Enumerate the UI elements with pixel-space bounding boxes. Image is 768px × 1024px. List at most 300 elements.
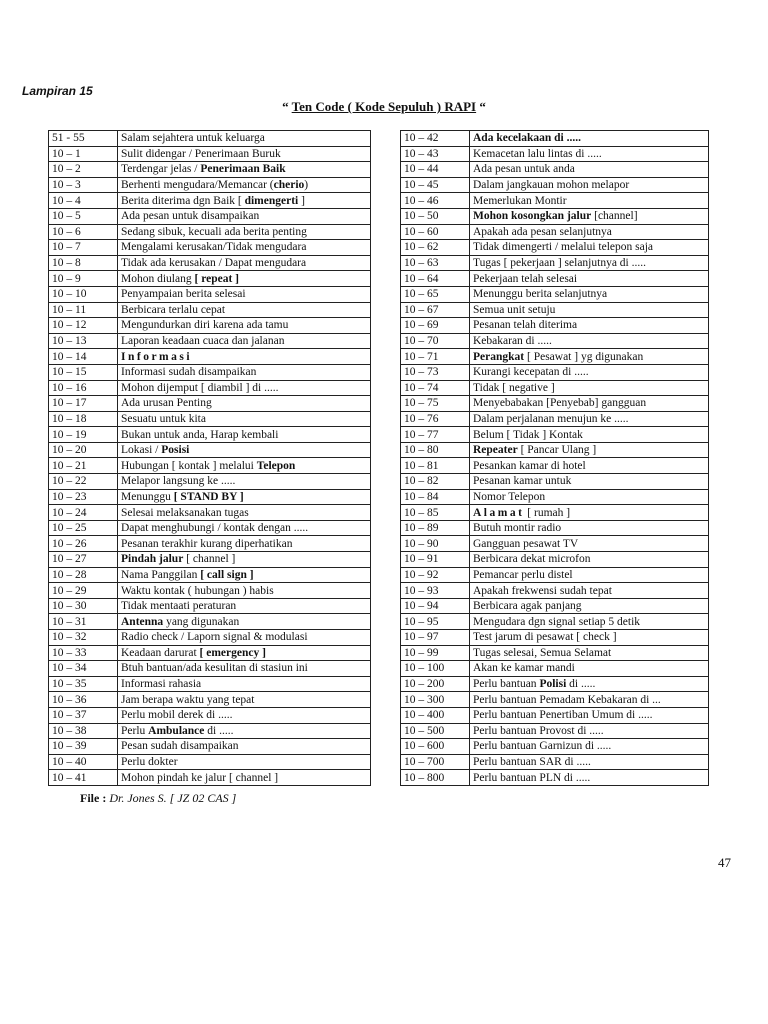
meaning-text: Tugas selesai, Semua Selamat [473, 646, 612, 659]
code-cell: 10 – 31 [49, 614, 118, 630]
meaning-cell [470, 177, 709, 193]
meaning-text: Mohon dijemput [ diambil ] di ..... [121, 381, 279, 394]
meaning-cell [118, 739, 371, 755]
meaning-text: Berhenti mengudara/Memancar ( [121, 179, 274, 192]
meaning-cell [118, 364, 371, 380]
meaning-cell [470, 302, 709, 318]
meaning-cell [470, 552, 709, 568]
meaning-text: Belum [ Tidak ] Kontak [473, 428, 583, 441]
table-row [49, 661, 371, 677]
meaning-cell [470, 364, 709, 380]
meaning-cell [470, 567, 709, 583]
table-row [401, 349, 709, 365]
meaning-text: Melapor langsung ke ..... [121, 475, 236, 488]
meaning-text: [ emergency ] [199, 646, 266, 659]
meaning-cell [118, 474, 371, 490]
meaning-text: Sulit didengar / Penerimaan Buruk [121, 147, 281, 160]
meaning-cell [470, 598, 709, 614]
code-cell: 10 – 35 [49, 676, 118, 692]
table-row [49, 583, 371, 599]
code-cell: 10 – 33 [49, 645, 118, 661]
table-row [401, 224, 709, 240]
table-row [401, 255, 709, 271]
meaning-cell [118, 208, 371, 224]
meaning-text: Memerlukan Montir [473, 194, 567, 207]
meaning-text: Hubungan [ kontak ] melalui [121, 459, 257, 472]
meaning-cell [118, 707, 371, 723]
code-cell: 10 – 800 [401, 770, 470, 786]
meaning-cell [470, 333, 709, 349]
table-row [49, 474, 371, 490]
meaning-cell [118, 255, 371, 271]
table-row [49, 754, 371, 770]
table-row [401, 318, 709, 334]
meaning-cell [470, 131, 709, 147]
meaning-cell [118, 333, 371, 349]
table-row [401, 520, 709, 536]
code-cell: 10 – 63 [401, 255, 470, 271]
meaning-text: di ..... [566, 678, 596, 691]
meaning-cell [470, 676, 709, 692]
meaning-cell [470, 162, 709, 178]
meaning-text: Penyampaian berita selesai [121, 288, 246, 301]
code-cell: 10 – 93 [401, 583, 470, 599]
table-row [49, 380, 371, 396]
code-cell: 10 – 15 [49, 364, 118, 380]
code-cell: 10 – 94 [401, 598, 470, 614]
meaning-cell [470, 489, 709, 505]
table-row [401, 707, 709, 723]
meaning-cell [118, 177, 371, 193]
meaning-text: Laporan keadaan cuaca dan jalanan [121, 335, 285, 348]
code-cell: 10 – 84 [401, 489, 470, 505]
code-cell: 10 – 8 [49, 255, 118, 271]
table-row [49, 224, 371, 240]
code-cell: 51 - 55 [49, 131, 118, 147]
table-row [49, 162, 371, 178]
code-cell: 10 – 5 [49, 208, 118, 224]
table-row [401, 474, 709, 490]
code-cell: 10 – 67 [401, 302, 470, 318]
table-row [49, 146, 371, 162]
meaning-text: Kemacetan lalu lintas di ..... [473, 147, 602, 160]
meaning-cell [118, 146, 371, 162]
table-row [49, 177, 371, 193]
meaning-text: Telepon [256, 459, 296, 472]
code-cell: 10 – 42 [401, 131, 470, 147]
meaning-text: Pesanan terakhir kurang diperhatikan [121, 537, 293, 550]
code-cell: 10 – 3 [49, 177, 118, 193]
code-cell: 10 – 81 [401, 458, 470, 474]
table-row [401, 692, 709, 708]
meaning-text: ] [298, 194, 305, 207]
code-cell: 10 – 69 [401, 318, 470, 334]
code-cell: 10 – 74 [401, 380, 470, 396]
code-cell: 10 – 99 [401, 645, 470, 661]
table-row [401, 131, 709, 147]
title-close-quote: “ [476, 99, 486, 114]
code-cell: 10 – 50 [401, 208, 470, 224]
title-open-quote: “ [282, 99, 292, 114]
table-row [49, 318, 371, 334]
table-row [401, 598, 709, 614]
table-row [49, 552, 371, 568]
meaning-text: Mohon kosongkan jalur [473, 210, 592, 223]
table-row [49, 131, 371, 147]
meaning-cell [470, 739, 709, 755]
meaning-cell [118, 536, 371, 552]
meaning-cell [118, 162, 371, 178]
table-row [401, 162, 709, 178]
table-row [49, 349, 371, 365]
table-row [401, 754, 709, 770]
meaning-cell [118, 349, 371, 365]
table-row [49, 723, 371, 739]
meaning-text: Perlu bantuan Pemadam Kebakaran di ... [473, 693, 661, 706]
meaning-text: Bukan untuk anda, Harap kembali [121, 428, 279, 441]
code-cell: 10 – 46 [401, 193, 470, 209]
code-cell: 10 – 21 [49, 458, 118, 474]
meaning-text: Terdengar jelas / [121, 163, 201, 176]
meaning-cell [470, 208, 709, 224]
table-row [401, 302, 709, 318]
meaning-text: Kebakaran di ..... [473, 335, 552, 348]
code-cell: 10 – 16 [49, 380, 118, 396]
code-cell: 10 – 11 [49, 302, 118, 318]
meaning-text: [ Pesawat ] yg digunakan [524, 350, 644, 363]
meaning-cell [470, 583, 709, 599]
table-row [49, 489, 371, 505]
meaning-cell [470, 474, 709, 490]
code-cell: 10 – 38 [49, 723, 118, 739]
code-cell: 10 – 40 [49, 754, 118, 770]
meaning-text: cherio [273, 179, 305, 192]
code-cell: 10 – 77 [401, 427, 470, 443]
code-cell: 10 – 4 [49, 193, 118, 209]
code-cell: 10 – 85 [401, 505, 470, 521]
meaning-text: Pekerjaan telah selesai [473, 272, 578, 285]
meaning-text: di ..... [204, 724, 234, 737]
meaning-cell [470, 614, 709, 630]
code-cell: 10 – 36 [49, 692, 118, 708]
meaning-cell [470, 458, 709, 474]
meaning-text: Berbicara terlalu cepat [121, 303, 226, 316]
meaning-text: Radio check / Laporn signal & modulasi [121, 631, 308, 644]
meaning-text: Perlu [121, 724, 149, 737]
code-cell: 10 – 200 [401, 676, 470, 692]
meaning-cell [118, 552, 371, 568]
code-cell: 10 – 32 [49, 630, 118, 646]
code-cell: 10 – 39 [49, 739, 118, 755]
code-cell: 10 – 34 [49, 661, 118, 677]
code-cell: 10 – 89 [401, 520, 470, 536]
table-row [401, 770, 709, 786]
meaning-cell [470, 396, 709, 412]
meaning-text: [ rumah ] [524, 506, 571, 519]
code-cell: 10 – 62 [401, 240, 470, 256]
table-row [401, 552, 709, 568]
table-row [401, 411, 709, 427]
meaning-text: dimengerti [244, 194, 299, 207]
meaning-text: Perlu bantuan [473, 678, 540, 691]
meaning-text: Perlu bantuan Provost di ..... [473, 724, 604, 737]
meaning-text: Alamat [473, 506, 525, 519]
table-row [49, 676, 371, 692]
meaning-cell [470, 754, 709, 770]
meaning-cell [470, 146, 709, 162]
meaning-text: Perlu bantuan PLN di ..... [473, 771, 591, 784]
table-row [49, 286, 371, 302]
table-row [49, 442, 371, 458]
meaning-text: Berbicara agak panjang [473, 600, 582, 613]
code-cell: 10 – 400 [401, 707, 470, 723]
table-row [49, 427, 371, 443]
meaning-text: Pesankan kamar di hotel [473, 459, 586, 472]
code-cell: 10 – 73 [401, 364, 470, 380]
table-row [49, 739, 371, 755]
table-row [401, 396, 709, 412]
meaning-text: Ada pesan untuk anda [473, 163, 575, 176]
meaning-text: [ Pancar Ulang ] [517, 444, 597, 457]
code-cell: 10 – 100 [401, 661, 470, 677]
table-row [401, 380, 709, 396]
meaning-text: [ call sign ] [200, 568, 254, 581]
code-cell: 10 – 92 [401, 567, 470, 583]
code-cell: 10 – 41 [49, 770, 118, 786]
meaning-text: Berbicara dekat microfon [473, 553, 591, 566]
meaning-cell [118, 676, 371, 692]
meaning-cell [470, 692, 709, 708]
table-row [49, 630, 371, 646]
meaning-text: Salam sejahtera untuk keluarga [121, 132, 265, 145]
code-cell: 10 – 17 [49, 396, 118, 412]
meaning-text: Pesan sudah disampaikan [121, 740, 239, 753]
table-row [401, 240, 709, 256]
code-cell: 10 – 37 [49, 707, 118, 723]
meaning-text: [channel] [591, 210, 638, 223]
codes-table-left [48, 130, 371, 786]
meaning-cell [118, 271, 371, 287]
meaning-cell [118, 598, 371, 614]
meaning-cell [118, 427, 371, 443]
meaning-text: Menunggu [121, 490, 174, 503]
code-cell: 10 – 65 [401, 286, 470, 302]
meaning-cell [118, 458, 371, 474]
page-title [0, 99, 768, 115]
codes-table-right [400, 130, 709, 786]
code-cell: 10 – 29 [49, 583, 118, 599]
meaning-text: Pemancar perlu distel [473, 568, 573, 581]
meaning-cell [118, 411, 371, 427]
code-cell: 10 – 22 [49, 474, 118, 490]
meaning-text: Akan ke kamar mandi [473, 662, 575, 675]
code-cell: 10 – 75 [401, 396, 470, 412]
file-reference [80, 791, 236, 806]
meaning-cell [470, 240, 709, 256]
code-cell: 10 – 14 [49, 349, 118, 365]
table-row [49, 770, 371, 786]
meaning-text: Pesanan kamar untuk [473, 475, 572, 488]
meaning-cell [470, 380, 709, 396]
code-cell: 10 – 500 [401, 723, 470, 739]
meaning-text: Penerimaan Baik [200, 163, 286, 176]
meaning-text: [ channel ] [183, 553, 236, 566]
meaning-text: Mengalami kerusakan/Tidak mengudara [121, 241, 307, 254]
meaning-text: Selesai melaksanakan tugas [121, 506, 249, 519]
meaning-text: Ambulance [148, 724, 205, 737]
table-row [401, 177, 709, 193]
table-row [49, 396, 371, 412]
meaning-cell [470, 349, 709, 365]
meaning-text: Dapat menghubungi / kontak dengan ..... [121, 522, 309, 535]
meaning-cell [470, 271, 709, 287]
meaning-text: Repeater [473, 444, 518, 457]
table-row [49, 692, 371, 708]
meaning-text: Pindah jalur [121, 553, 184, 566]
meaning-text: Lokasi / [121, 444, 162, 457]
meaning-text: Butuh montir radio [473, 522, 562, 535]
meaning-text: Semua unit setuju [473, 303, 556, 316]
table-row [49, 598, 371, 614]
meaning-text: Antenna [121, 615, 164, 628]
meaning-cell [118, 754, 371, 770]
table-row [49, 411, 371, 427]
meaning-text: Pesanan telah diterima [473, 319, 578, 332]
meaning-cell [118, 567, 371, 583]
table-row [49, 567, 371, 583]
meaning-text: Tidak mentaati peraturan [121, 600, 237, 613]
meaning-text: Gangguan pesawat TV [473, 537, 579, 550]
code-cell: 10 – 10 [49, 286, 118, 302]
code-cell: 10 – 23 [49, 489, 118, 505]
table-row [401, 333, 709, 349]
code-cell: 10 – 25 [49, 520, 118, 536]
meaning-text: Ada pesan untuk disampaikan [121, 210, 260, 223]
meaning-cell [470, 442, 709, 458]
meaning-cell [470, 707, 709, 723]
code-cell: 10 – 600 [401, 739, 470, 755]
table-row [49, 536, 371, 552]
meaning-text: Posisi [161, 444, 190, 457]
meaning-cell [470, 505, 709, 521]
meaning-text: Perlu dokter [121, 756, 178, 769]
code-cell: 10 – 45 [401, 177, 470, 193]
meaning-cell [118, 520, 371, 536]
table-row [401, 286, 709, 302]
meaning-cell [118, 193, 371, 209]
code-cell: 10 – 44 [401, 162, 470, 178]
meaning-text: Sesuatu untuk kita [121, 412, 206, 425]
table-row [401, 739, 709, 755]
meaning-cell [118, 645, 371, 661]
code-cell: 10 – 91 [401, 552, 470, 568]
table-row [49, 333, 371, 349]
meaning-text: Nama Panggilan [121, 568, 201, 581]
table-row [401, 193, 709, 209]
meaning-cell [470, 427, 709, 443]
meaning-cell [470, 645, 709, 661]
meaning-text: Dalam perjalanan menujun ke ..... [473, 412, 629, 425]
table-row [401, 661, 709, 677]
meaning-text: yang digunakan [163, 615, 240, 628]
code-cell: 10 – 20 [49, 442, 118, 458]
meaning-cell [470, 255, 709, 271]
code-cell: 10 – 300 [401, 692, 470, 708]
code-cell: 10 – 28 [49, 567, 118, 583]
meaning-cell [118, 286, 371, 302]
meaning-text: Mengudara dgn signal setiap 5 detik [473, 615, 641, 628]
meaning-cell [470, 536, 709, 552]
code-cell: 10 – 13 [49, 333, 118, 349]
code-cell: 10 – 43 [401, 146, 470, 162]
meaning-text: Ada urusan Penting [121, 397, 212, 410]
table-row [401, 614, 709, 630]
meaning-cell [118, 723, 371, 739]
meaning-text: Waktu kontak ( hubungan ) habis [121, 584, 274, 597]
code-cell: 10 – 97 [401, 630, 470, 646]
meaning-cell [118, 302, 371, 318]
meaning-text: Apakah ada pesan selanjutnya [473, 225, 612, 238]
table-row [401, 630, 709, 646]
meaning-text: Perlu bantuan SAR di ..... [473, 756, 591, 769]
table-row [401, 489, 709, 505]
meaning-text: Mengundurkan diri karena ada tamu [121, 319, 289, 332]
table-row [49, 240, 371, 256]
code-cell: 10 – 9 [49, 271, 118, 287]
code-cell: 10 – 6 [49, 224, 118, 240]
table-row [49, 364, 371, 380]
meaning-text: Test jarum di pesawat [ check ] [473, 631, 617, 644]
code-cell: 10 – 27 [49, 552, 118, 568]
meaning-text: Nomor Telepon [473, 490, 546, 503]
meaning-text: Berita diterima dgn Baik [ [121, 194, 245, 207]
meaning-cell [118, 489, 371, 505]
code-cell: 10 – 19 [49, 427, 118, 443]
code-cell: 10 – 12 [49, 318, 118, 334]
code-cell: 10 – 1 [49, 146, 118, 162]
meaning-text: Informasi sudah disampaikan [121, 366, 257, 379]
meaning-text: Mohon diulang [121, 272, 195, 285]
table-row [401, 146, 709, 162]
meaning-text: [ STAND BY ] [173, 490, 244, 503]
meaning-text: Tidak dimengerti / melalui telepon saja [473, 241, 654, 254]
meaning-text: Perlu bantuan Garnizun di ..... [473, 740, 612, 753]
meaning-text: Informasi [121, 350, 193, 363]
meaning-cell [118, 380, 371, 396]
meaning-cell [118, 396, 371, 412]
file-label: File : [80, 791, 107, 805]
meaning-cell [118, 224, 371, 240]
table-row [49, 458, 371, 474]
code-cell: 10 – 18 [49, 411, 118, 427]
meaning-text: Menunggu berita selanjutnya [473, 288, 608, 301]
table-row [401, 427, 709, 443]
meaning-cell [118, 614, 371, 630]
meaning-cell [118, 318, 371, 334]
meaning-text: Perlu bantuan Penertiban Umum di ..... [473, 709, 653, 722]
meaning-cell [470, 723, 709, 739]
table-row [401, 583, 709, 599]
code-cell: 10 – 700 [401, 754, 470, 770]
meaning-cell [470, 193, 709, 209]
meaning-cell [118, 630, 371, 646]
meaning-cell [118, 240, 371, 256]
file-value: Dr. Jones S. [ JZ 02 CAS ] [109, 791, 237, 805]
code-cell: 10 – 26 [49, 536, 118, 552]
table-row [401, 208, 709, 224]
meaning-cell [118, 505, 371, 521]
table-row [49, 707, 371, 723]
